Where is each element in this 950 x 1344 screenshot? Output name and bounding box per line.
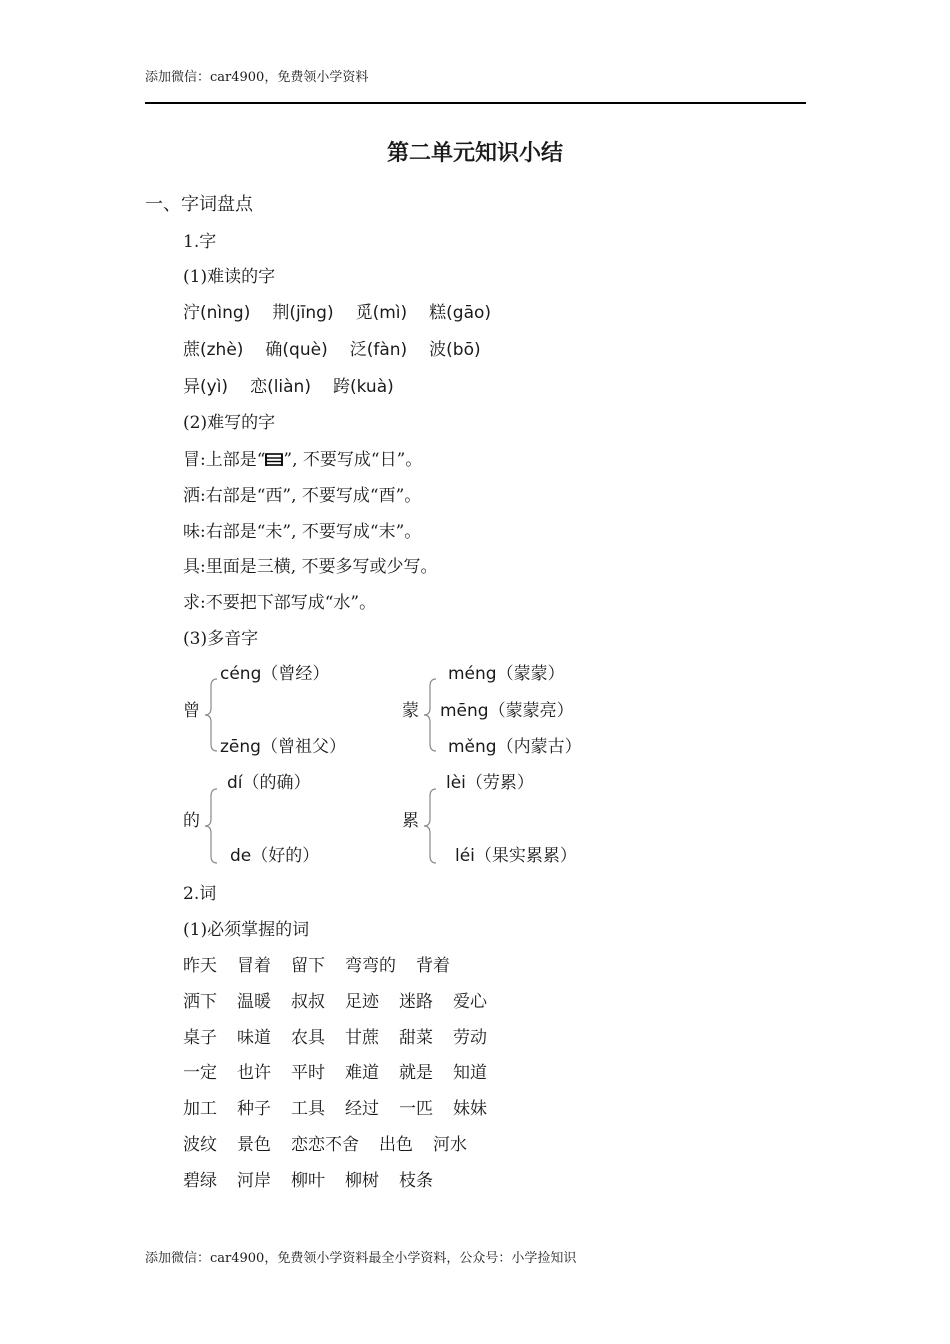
polyphone-char: 的 — [183, 811, 200, 831]
polyphone-heading: (3)多音字 — [183, 629, 259, 649]
footer-note: 添加微信：car4900，免费领小学资料最全小学资料，公众号：小学捡知识 — [145, 1251, 577, 1266]
brace-icon — [203, 788, 219, 864]
pinyin: (bō) — [446, 340, 481, 360]
vocab-word: 恋恋不舍 — [291, 1135, 359, 1155]
vocab-word: 平时 — [291, 1063, 325, 1083]
hanzi: 跨 — [332, 377, 350, 397]
example-words: （的确） — [242, 773, 311, 793]
hard-read-item — [265, 340, 327, 360]
vocab-word: 加工 — [183, 1099, 217, 1119]
polyphone-reading — [446, 768, 534, 793]
page-title: 第二单元知识小结 — [386, 140, 563, 166]
hard-read-item — [350, 340, 407, 360]
vocab-word: 爱心 — [453, 992, 487, 1012]
hard-read-item — [333, 377, 394, 397]
hard-write-item: 求:不要把下部写成“水”。 — [183, 593, 377, 613]
polyphone-char: 曾 — [183, 701, 200, 721]
subsection-words: 2.词 — [183, 884, 217, 904]
hard-read-item — [183, 377, 228, 397]
hanzi: 蔗 — [183, 340, 200, 360]
vocab-word: 河岸 — [237, 1171, 271, 1191]
polyphone-char: 累 — [402, 811, 419, 831]
vocab-word: 一匹 — [399, 1099, 433, 1119]
pinyin: (yì) — [200, 377, 229, 397]
vocab-word: 迷路 — [399, 992, 433, 1012]
vocab-word: 留下 — [291, 956, 325, 976]
brace-icon — [422, 788, 438, 864]
vocab-word: 柳树 — [345, 1171, 379, 1191]
hard-read-heading: (1)难读的字 — [183, 267, 276, 287]
vocab-word: 经过 — [345, 1099, 379, 1119]
polyphone-reading — [440, 696, 574, 721]
pinyin: de — [230, 846, 252, 866]
hard-write-item: 具:里面是三横, 不要多写或少写。 — [183, 557, 438, 577]
vocab-word: 叔叔 — [291, 992, 325, 1012]
hanzi: 恋 — [250, 377, 268, 397]
vocab-word: 昨天 — [183, 956, 217, 976]
pinyin: (kuà) — [349, 377, 394, 397]
section-heading: 一、字词盘点 — [145, 194, 253, 215]
hanzi: 糕 — [429, 303, 447, 323]
vocab-word: 波纹 — [183, 1135, 217, 1155]
vocab-word: 足迹 — [345, 992, 379, 1012]
hard-read-item — [429, 340, 480, 360]
example-words: （内蒙古） — [496, 737, 582, 757]
vocab-word: 种子 — [237, 1099, 271, 1119]
vocab-word: 也许 — [237, 1063, 271, 1083]
word-row — [183, 987, 487, 1012]
hanzi: 确 — [265, 340, 283, 360]
hard-write-heading: (2)难写的字 — [183, 413, 276, 433]
header-divider — [145, 102, 806, 104]
hard-read-item — [183, 340, 243, 360]
hard-write-item — [183, 445, 422, 472]
hard-write-item: 味:右部是“未”, 不要写成“末”。 — [183, 522, 422, 542]
must-words-heading: (1)必须掌握的词 — [183, 920, 310, 940]
hard-read-item — [272, 303, 333, 323]
hard-read-item — [429, 303, 491, 323]
polyphone-reading — [448, 732, 582, 757]
subsection-characters: 1.字 — [183, 232, 217, 252]
example-words: （好的） — [251, 846, 320, 866]
word-row — [183, 1094, 487, 1119]
vocab-word: 难道 — [345, 1063, 379, 1083]
hard-read-row — [183, 298, 491, 323]
vocab-word: 洒下 — [183, 992, 217, 1012]
vocab-word: 温暖 — [237, 992, 271, 1012]
vocab-word: 枝条 — [399, 1171, 433, 1191]
word-row — [183, 1023, 487, 1048]
vocab-word: 弯弯的 — [345, 956, 396, 976]
vocab-word: 桌子 — [183, 1028, 217, 1048]
hanzi: 泞 — [183, 303, 200, 323]
radical-glyph-icon — [265, 452, 283, 472]
polyphone-char: 蒙 — [402, 701, 419, 721]
vocab-word: 就是 — [399, 1063, 433, 1083]
brace-icon — [203, 678, 219, 752]
vocab-word: 背着 — [416, 956, 450, 976]
pinyin: (què) — [282, 340, 328, 360]
pinyin: (liàn) — [267, 377, 311, 397]
vocab-word: 味道 — [237, 1028, 271, 1048]
pinyin: měng — [448, 737, 497, 757]
example-words: （劳累） — [465, 773, 534, 793]
vocab-word: 一定 — [183, 1063, 217, 1083]
vocab-word: 碧绿 — [183, 1171, 217, 1191]
brace-icon — [422, 678, 438, 752]
hard-read-item — [250, 377, 311, 397]
example-words: （蒙蒙亮） — [488, 701, 574, 721]
pinyin: zēng — [220, 737, 261, 757]
polyphone-reading — [227, 768, 311, 793]
word-row — [183, 1130, 467, 1155]
hanzi: 泛 — [349, 340, 367, 360]
polyphone-reading — [220, 659, 329, 684]
vocab-word: 河水 — [433, 1135, 467, 1155]
hanzi: 觅 — [355, 303, 373, 323]
vocab-word: 妹妹 — [453, 1099, 487, 1119]
vocab-word: 工具 — [291, 1099, 325, 1119]
hard-write-text-pre: 冒:上部是“ — [183, 450, 266, 470]
example-words: （曾经） — [261, 664, 330, 684]
header-note: 添加微信：car4900，免费领小学资料 — [145, 70, 369, 85]
polyphone-reading — [230, 841, 319, 866]
hard-read-item — [183, 303, 250, 323]
word-row — [183, 1058, 487, 1083]
polyphone-reading — [455, 841, 577, 866]
word-row — [183, 1166, 433, 1191]
pinyin: dí — [227, 773, 243, 793]
vocab-word: 景色 — [237, 1135, 271, 1155]
pinyin: (jīng) — [289, 303, 334, 323]
hanzi: 波 — [429, 340, 447, 360]
vocab-word: 劳动 — [453, 1028, 487, 1048]
pinyin: mēng — [440, 701, 489, 721]
vocab-word: 甜菜 — [399, 1028, 433, 1048]
vocab-word: 甘蔗 — [345, 1028, 379, 1048]
pinyin: (zhè) — [200, 340, 244, 360]
word-row — [183, 951, 450, 976]
hard-read-item — [356, 303, 408, 323]
hard-read-row — [183, 372, 394, 397]
hanzi: 异 — [183, 377, 200, 397]
hard-write-text-post: ”, 不要写成“日”。 — [283, 450, 423, 470]
hanzi: 荆 — [272, 303, 290, 323]
pinyin: (mì) — [372, 303, 408, 323]
pinyin: lèi — [446, 773, 466, 793]
example-words: （果实累累） — [474, 846, 577, 866]
pinyin: méng — [448, 664, 497, 684]
pinyin: (nìng) — [200, 303, 251, 323]
pinyin: léi — [455, 846, 475, 866]
pinyin: (gāo) — [446, 303, 492, 323]
vocab-word: 出色 — [379, 1135, 413, 1155]
hard-write-item: 洒:右部是“西”, 不要写成“酉”。 — [183, 486, 422, 506]
vocab-word: 知道 — [453, 1063, 487, 1083]
pinyin: céng — [220, 664, 262, 684]
example-words: （曾祖父） — [260, 737, 346, 757]
vocab-word: 冒着 — [237, 956, 271, 976]
hard-read-row — [183, 335, 481, 360]
polyphone-reading — [448, 659, 565, 684]
vocab-word: 柳叶 — [291, 1171, 325, 1191]
example-words: （蒙蒙） — [496, 664, 565, 684]
vocab-word: 农具 — [291, 1028, 325, 1048]
pinyin: (fàn) — [366, 340, 408, 360]
polyphone-reading — [220, 732, 346, 757]
